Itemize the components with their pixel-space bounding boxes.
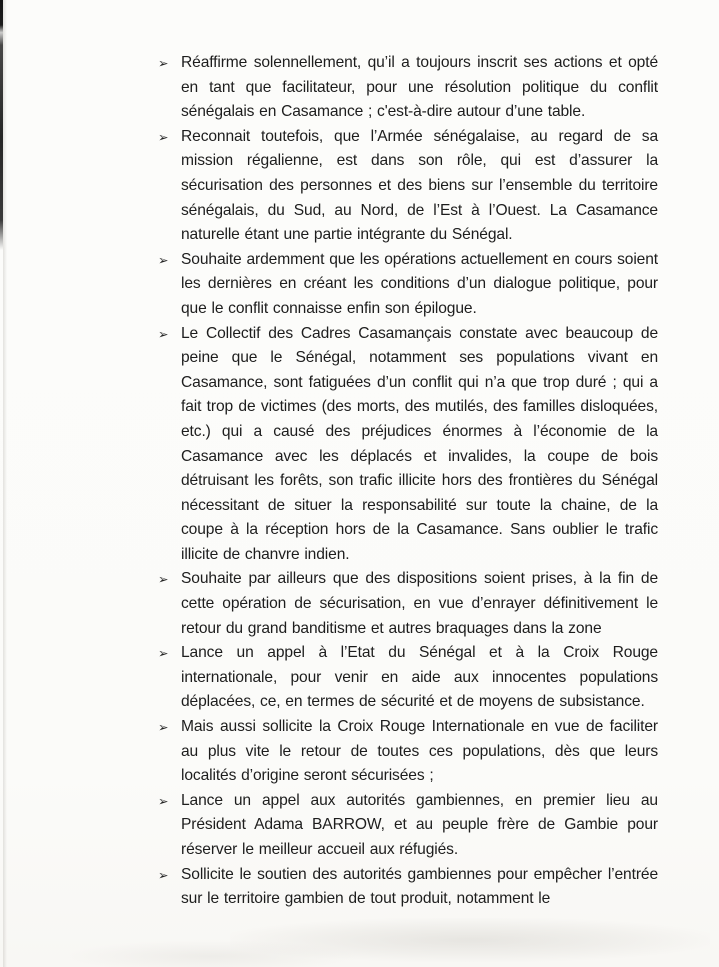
bullet-text: Lance un appel aux autorités gambiennes, en premier lieu au Président Adama BARROW, et au peuple frère de Gambie pour réserver le meilleur accueil aux réfugiés. [181,791,658,858]
document-body [158,51,658,912]
bullet-text: Souhaite ardemment que les opérations actuellement en cours soient les dernières en créant les conditions d’un dialogue politique, pour que le conflit connaisse enfin son épilogue. [181,250,658,317]
list-item [158,125,658,248]
arrow-bullet-icon: ➢ [158,326,169,342]
arrow-bullet-icon: ➢ [158,129,169,145]
arrow-bullet-icon: ➢ [158,55,169,71]
list-item [158,51,658,125]
bullet-text: Reconnait toutefois, que l’Armée sénégalaise, au regard de sa mission régalienne, est dans son rôle, qui est d’assurer la sécurisation des personnes et des biens sur l’ensemble du territoire sénégalais, du Sud, au Nord, de l’Est à l’Ouest. La Casamance naturelle étant une partie intégrante du Sénégal. [181,127,658,244]
list-item [158,567,658,641]
list-item [158,322,658,568]
arrow-bullet-icon: ➢ [158,252,169,268]
list-item [158,641,658,715]
arrow-bullet-icon: ➢ [158,793,169,809]
list-item [158,863,658,912]
list-item [158,715,658,789]
bullet-text: Souhaite par ailleurs que des dispositions soient prises, à la fin de cette opération de sécurisation, en vue d’enrayer définitivement le retour du grand banditisme et autres braquages dans la zone [181,570,658,637]
scan-shadow-artifact [60,940,360,967]
bullet-text: Mais aussi sollicite la Croix Rouge Internationale en vue de faciliter au plus vite le retour de toutes ces populations, dès que leurs localités d’origine seront sécurisées ; [181,718,658,785]
bullet-text: Lance un appel à l’Etat du Sénégal et à la Croix Rouge internationale, pour venir en aide aux innocentes populations déplacées, ce, en termes de sécurité et de moyens de subsistance. [181,644,658,711]
list-item [158,789,658,863]
arrow-bullet-icon: ➢ [158,867,169,883]
bullet-text: Réaffirme solennellement, qu’il a toujours inscrit ses actions et opté en tant que facilitateur, pour une résolution politique du conflit sénégalais en Casamance ; c'est-à-dire autour d’une table. [181,54,658,121]
bullet-text: Sollicite le soutien des autorités gambiennes pour empêcher l’entrée sur le territoire gambien de tout produit, notamment le [181,865,658,908]
arrow-bullet-icon: ➢ [158,645,169,661]
bullet-text: Le Collectif des Cadres Casamançais constate avec beaucoup de peine que le Sénégal, notamment ses populations vivant en Casamance, sont fatiguées d’un conflit qui n’a que trop duré ; qui a fait trop de victimes (des morts, des mutilés, des familles disloquées, etc.) qui a causé des préjudices énormes à l’économie de la Casamance avec les déplacés et invalides, la coupe de bois détruisant les forêts, son trafic illicite hors des frontières du Sénégal nécessitant de situer la responsabilité sur toute la chaine, de la coupe à la réception hors de la Casamance. Sans oublier le trafic illicite de chanvre indien. [181,324,658,563]
arrow-bullet-icon: ➢ [158,571,169,587]
list-item [158,248,658,322]
arrow-bullet-icon: ➢ [158,719,169,735]
scan-edge-soft-artifact [3,0,7,967]
